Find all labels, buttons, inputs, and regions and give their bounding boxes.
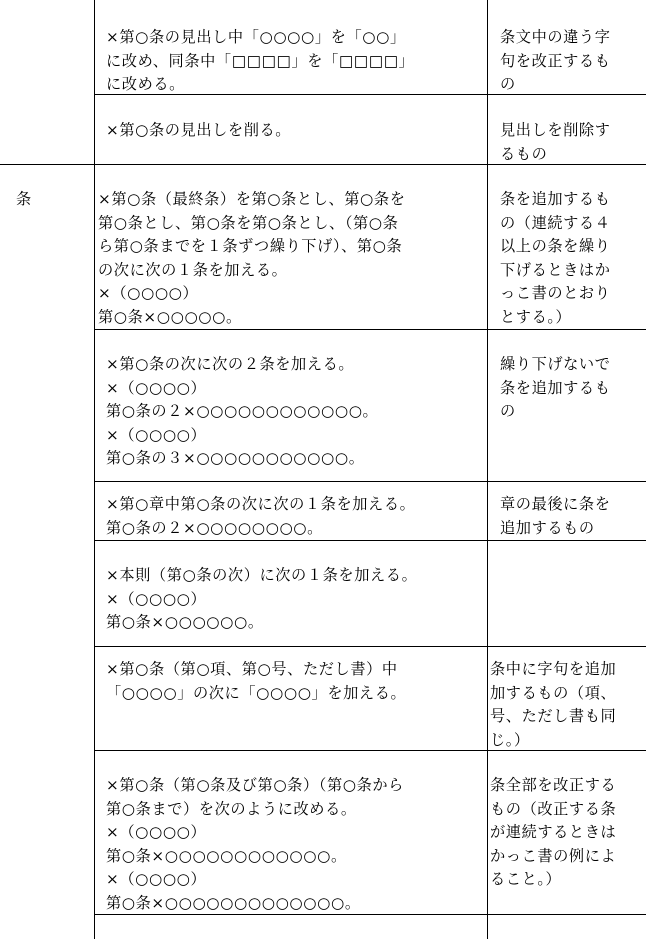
row-note: 条文中の違う字 句を改正するも の [500,28,611,93]
row-note: 条を追加するも の（連続する４ 以上の条を繰り 下げるときはか っこ書のとおり とする。） [500,190,611,326]
row-instruction: ×第○条（第○条及び第○条）（第○条から 第○条まで）を次のように改める。 ×（○○○○） 第○条×○○○○○○○○○○○○。 ×（○○○○） 第○条×○○○○○○○○○○○○○。 [106,776,404,912]
row-note: 条全部を改正する もの（改正する条 が連続するときは かっこ書の例によ ること。） [490,776,617,888]
row-note: 繰り下げないで 条を追加するも の [500,355,611,420]
row-instruction: ×第○条の見出し中「○○○○」を「○○」 に改め、同条中「□□□□」を「□□□□」 に改める。 [106,28,415,93]
table-border-mid-col [487,0,488,939]
row-instruction: ×第○章中第○条の次に次の１条を加える。 第○条の２×○○○○○○○○。 [106,495,416,537]
row-instruction: ×第○条の次に次の２条を加える。 ×（○○○○） 第○条の２×○○○○○○○○○○○○。 ×（○○○○） 第○条の３×○○○○○○○○○○○。 [106,355,379,467]
row-instruction: ×第○条（第○項、第○号、ただし書）中 「○○○○」の次に「○○○○」を加える。 [106,660,407,702]
row-note: 条中に字句を追加 加するもの（項、 号、ただし書も同 じ。） [490,660,617,749]
row-instruction: ×第○条（最終条）を第○条とし、第○条を 第○条とし、第○条を第○条とし、（第○条 ら第○条までを１条ずつ繰り下げ）、第○条 の次に次の１条を加える。 ×（○○○○） 第○条×○○○○○。 [98,190,406,326]
row-divider [94,646,646,647]
table-border-left-col [94,0,95,939]
row-divider [94,329,646,330]
row-instruction: ×第○条の見出しを削る。 [106,121,292,139]
section-label: 条 [16,190,32,208]
row-note: 章の最後に条を 追加するもの [500,495,611,537]
row-instruction: ×本則（第○条の次）に次の１条を加える。 ×（○○○○） 第○条×○○○○○○。 [106,566,418,631]
row-divider [94,540,646,541]
row-divider [94,481,646,482]
row-note: 見出しを削除す るもの [500,121,611,163]
